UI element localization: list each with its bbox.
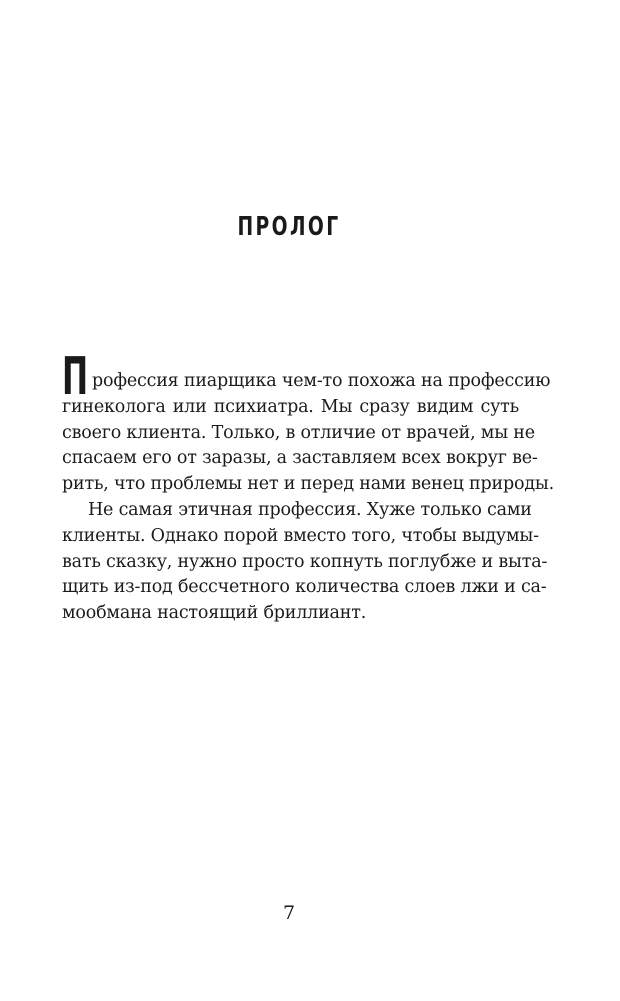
text-line: клиенты. Однако порой вместо того, чтобы выдумы- [62,525,539,546]
chapter-title: ПРОЛОГ [237,212,341,242]
text-line: своего клиента. Только, в отличие от врачей, мы не [62,422,535,443]
drop-cap: П [62,347,89,407]
text-line: рофессия пиарщика чем-то похожа на профессию [92,371,551,391]
text-line: щить из-под бессчетного количества слоев лжи и са- [62,577,547,598]
text-line: рить, что проблемы нет и перед нами венец природы. [62,474,554,495]
page-number: 7 [282,902,296,924]
text-line: Не самая этичная профессия. Хуже только сами [88,499,532,520]
body-text [62,369,554,627]
text-line: вать сказку, нужно просто копнуть поглубже и выта- [62,551,548,572]
text-line: мообмана настоящий бриллиант. [62,603,367,624]
text-line: спасаем его от заразы, а заставляем всех вокруг ве- [62,448,538,469]
text-line: гинеколога или психиатра. Мы сразу видим суть [62,396,519,417]
